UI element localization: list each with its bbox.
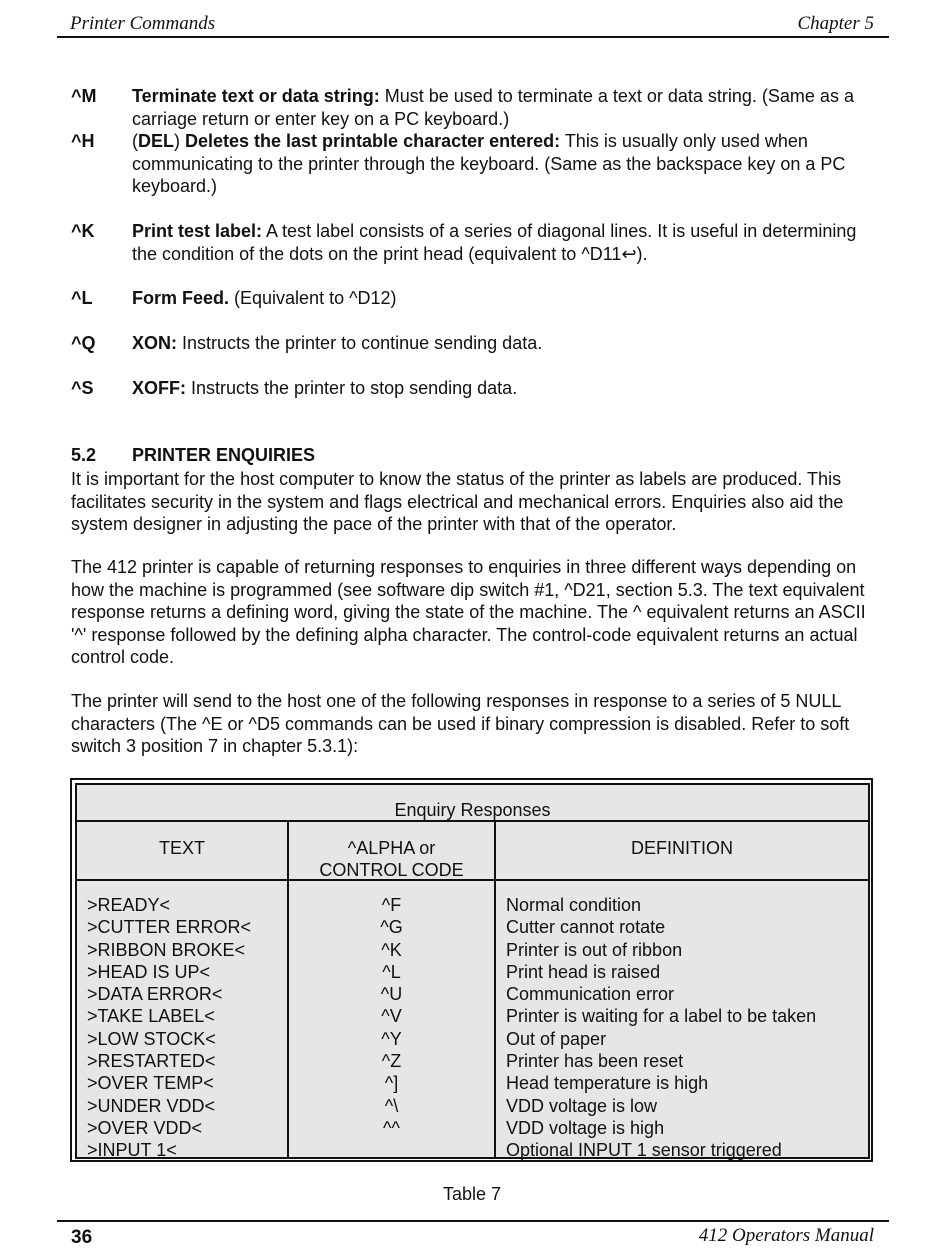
response-definition: Print head is raised (506, 961, 661, 982)
response-code: ^L (382, 961, 401, 982)
section-number: 5.2 (71, 445, 97, 465)
table-rule (77, 820, 868, 822)
response-code: ^] (384, 1073, 399, 1094)
response-definition: Head temperature is high (506, 1073, 709, 1094)
column-header-code-line1: ^ALPHA or (347, 838, 436, 858)
response-code: ^V (381, 1006, 402, 1027)
response-text: >LOW STOCK< (87, 1028, 216, 1049)
header-rule (57, 36, 889, 38)
response-text: >DATA ERROR< (87, 984, 223, 1005)
command-title: XOFF: (132, 378, 186, 398)
response-text: >HEAD IS UP< (87, 961, 211, 982)
response-code: ^G (380, 917, 403, 938)
response-text: >RIBBON BROKE< (87, 939, 246, 960)
paren-close: ) (174, 131, 185, 151)
command-description (132, 85, 872, 130)
command-title: Print test label: (132, 221, 263, 241)
command-key: ^L (71, 288, 93, 308)
response-definition: Out of paper (506, 1028, 607, 1049)
table-body (75, 783, 870, 1159)
response-text: >CUTTER ERROR< (87, 917, 252, 938)
column-header-text: TEXT (158, 838, 205, 858)
paren-open: ( (132, 131, 138, 151)
footer-title: 412 Operators Manual (698, 1225, 874, 1246)
command-desc: Instructs the printer to continue sending data. (177, 333, 543, 353)
command-desc: Instructs the printer to stop sending data. (186, 378, 518, 398)
response-text: >RESTARTED< (87, 1051, 216, 1072)
enquiry-responses-table (70, 778, 873, 1162)
response-definition: Optional INPUT 1 sensor triggered (506, 1140, 782, 1161)
command-del: DEL (138, 131, 174, 151)
response-definition: Cutter cannot rotate (506, 917, 666, 938)
response-definition: Printer is out of ribbon (506, 939, 683, 960)
command-desc: Must be used to terminate a text or data string. (Same as a carriage return or enter key on a PC keyboard.) (132, 86, 854, 129)
page-number: 36 (71, 1227, 93, 1248)
response-definition: Printer has been reset (506, 1051, 684, 1072)
response-text: >OVER TEMP< (87, 1073, 214, 1094)
command-description (132, 332, 872, 355)
command-key: ^S (71, 378, 94, 398)
response-code: ^U (380, 984, 403, 1005)
command-key: ^M (71, 86, 97, 106)
response-text: >UNDER VDD< (87, 1095, 216, 1116)
response-code: ^Y (381, 1028, 402, 1049)
response-code: ^F (381, 895, 402, 915)
command-title: Terminate text or data string: (132, 86, 380, 106)
command-desc: This is usually only used when communicating to the printer through the keyboard. (Same as the backspace key on a PC keyboard.) (132, 131, 846, 196)
section-title: PRINTER ENQUIRIES (132, 445, 316, 465)
command-key: ^Q (71, 333, 96, 353)
running-header-right: Chapter 5 (797, 13, 874, 34)
column-divider (494, 821, 496, 1159)
command-description (132, 377, 872, 400)
response-definition: VDD voltage is low (506, 1095, 658, 1116)
response-definition: Normal condition (506, 895, 642, 915)
command-desc: (Equivalent to ^D12) (229, 288, 397, 308)
command-description (132, 220, 872, 265)
table-caption: Table 7 (442, 1184, 502, 1204)
table-title: Enquiry Responses (394, 800, 551, 820)
response-text: >INPUT 1< (87, 1140, 177, 1161)
command-desc: A test label consists of a series of diagonal lines. It is useful in determining the condition of the dots on the print head (equivalent to ^D11↩). (132, 221, 857, 264)
body-paragraph: It is important for the host computer to know the status of the printer as labels are produced. This facilitates security in the system and flags electrical and mechanical errors. Enquiries also aid the system designer in adjusting the pace of the printer with that of the operator. (71, 469, 844, 534)
command-description (132, 130, 872, 198)
body-paragraph: The 412 printer is capable of returning responses to enquiries in three different ways depending on how the machine is programmed (see software dip switch #1, ^D21, section 5.3. The text equivalent response returns a defining word, giving the state of the machine. The ^ equivalent returns an ASCII '^' response followed by the defining alpha character. The control-code equivalent returns an actual control code. (71, 557, 866, 667)
running-header-left: Printer Commands (70, 13, 216, 34)
response-code (289, 1139, 494, 1161)
response-definition: VDD voltage is high (506, 1117, 665, 1138)
body-paragraph: The printer will send to the host one of the following responses in response to a series of 5 NULL characters (The ^E or ^D5 commands can be used if binary compression is disabled. Refer to soft switch 3 position 7 in chapter 5.3.1): (71, 691, 850, 756)
response-code: ^^ (383, 1117, 400, 1138)
column-header-definition: DEFINITION (631, 838, 733, 858)
command-title: XON: (132, 333, 177, 353)
command-key: ^K (71, 221, 95, 241)
code-column (289, 894, 494, 1162)
text-column (87, 894, 285, 1162)
response-code: ^K (381, 939, 402, 960)
command-title: Form Feed. (132, 288, 230, 308)
column-header-code-line2: CONTROL CODE (319, 860, 464, 880)
response-definition: Printer is waiting for a label to be taken (506, 1006, 817, 1027)
definition-column (506, 894, 866, 1162)
response-code: ^Z (381, 1051, 402, 1072)
response-text: >TAKE LABEL< (87, 1006, 215, 1027)
footer-rule (57, 1220, 889, 1222)
response-text: >READY< (87, 895, 171, 915)
command-description (132, 287, 872, 310)
command-title: Deletes the last printable character entered: (185, 131, 561, 151)
response-definition: Communication error (506, 984, 675, 1005)
response-code: ^\ (384, 1095, 399, 1116)
response-text: >OVER VDD< (87, 1117, 203, 1138)
command-key: ^H (71, 131, 95, 151)
